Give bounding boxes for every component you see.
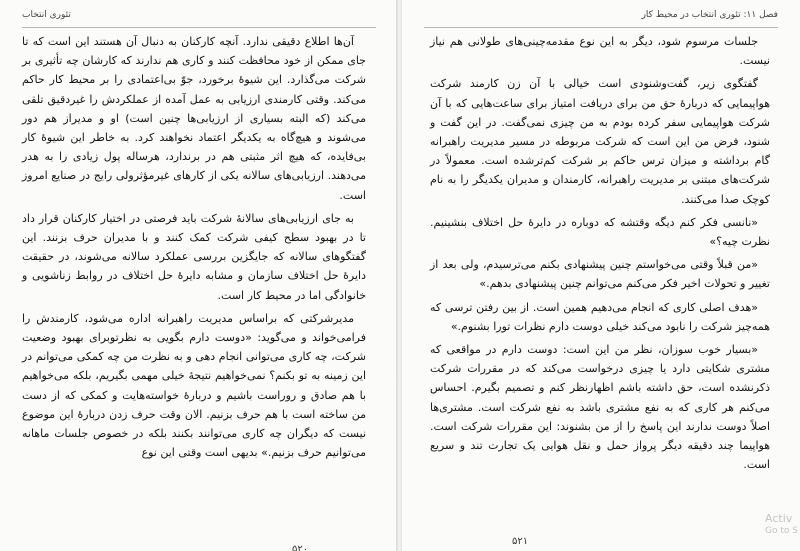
left-page-number: ۵۲۰: [292, 544, 309, 551]
left-paragraph-3: مدیرشرکتی که براساس مدیریت راهبرانه اداره می‌شود، کارمندش را فرامی‌خواند و می‌گوید: «دوست دارم بگویی به نظرتوبرای بهبود وضعیت شرکت، چه کاری می‌توانی انجام دهی و به نظرت من چه کمکی می‌توانم در این زمینه به تو بکنم؟ نمی‌خواهیم نتیجهٔ خیلی مهمی بگیریم، بلکه می‌خواهیم با هم صادق و روراست باشیم و دربارهٔ خواسته‌هایت و کمکی که از دست من ساخته است با هم حرف بزنیم. الان وقت حرف زدن دربارهٔ این موضوع نیست که دیگران چه کاری می‌توانند بکنند بلکه در خصوص جلسات ماهانه می‌توانیم حرف بزنیم.» بدیهی است وقتی این نوع: [22, 311, 366, 460]
right-body-text: [430, 32, 770, 478]
right-page: [402, 0, 800, 551]
activation-watermark: [765, 513, 798, 537]
left-running-head: تئوری انتخاب: [22, 10, 71, 20]
left-head-rule: [22, 27, 376, 28]
right-paragraph-1: جلسات مرسوم شود، دیگر به این نوع مقدمه‌چینی‌های طولانی هم نیاز نیست.: [430, 35, 770, 68]
left-paragraph-2: به جای ارزیابی‌های سالانهٔ شرکت باید فرصتی در اختیار کارکنان قرار داد تا در بهبود سطح کیفی شرکت کمک کنند و با مدیران حرف بزنند. این گفتگوهای سالانه که جایگزین بررسی عملکرد سالانه می‌شوند، در حقیقت دایرهٔ حل اختلاف سازمان و مشابه دایرهٔ حل اختلاف در روابط زناشویی و خانوادگی اما در محیط کار است.: [22, 211, 366, 302]
left-page: [0, 0, 398, 551]
right-paragraph-6: «بسیار خوب سوزان، نظر من این است: دوست دارم در مواقعی که مشتری شکایتی دارد یا چیزی درخواست می‌کند که در مقررات شرکت ذکرنشده است، حق داشته باشم اظهارنظر کنم و تصمیم بگیرم. احساس می‌کنم هر کاری که به نفع مشتری باشد به نفع شرکت است. مشتری‌ها اصلاً دوست ندارند این پاسخ را از من بشنوند: این مقررات شرکت است. هواپیما چند دقیقه دیگر پرواز حمل و نقل هوایی یک تجارت تند و سریع است.: [430, 343, 770, 472]
left-body-text: [22, 32, 366, 466]
right-paragraph-4: «من قبلاً وقتی می‌خواستم چنین پیشنهادی بکنم می‌ترسیدم، ولی بعد از تغییر و تحولات اخیر فکر می‌کنم می‌توانم چنین پیشنهادی بدهم.»: [430, 258, 770, 291]
watermark-line-2: Go to S: [765, 526, 798, 536]
right-running-head: فصل ۱۱: تئوری انتخاب در محیط کار: [641, 10, 778, 20]
right-page-number: ۵۲۱: [512, 536, 529, 547]
right-paragraph-3: «نانسی فکر کنم دیگه وقتشه که دوباره در دایرهٔ حل اختلاف بنشینیم. نظرت چیه؟»: [430, 215, 770, 249]
right-head-rule: [424, 27, 778, 28]
right-paragraph-5: «هدف اصلی کاری که انجام می‌دهیم همین است. از بین رفتن ترسی که همه‌چیز شرکت را نابود می‌کند خیلی دوست دارم نظرات تورا بشنوم.»: [430, 300, 770, 333]
watermark-line-1: Activ: [765, 512, 793, 525]
right-paragraph-2: گفتگوی زیر، گفت‌وشنودی است خیالی با آن زن کارمند شرکت هواپیمایی که دربارهٔ حق من برای دریافت امتیاز برای ساعت‌هایی که با آن شرکت هواپیمایی سفر کرده بودم به من چیزی نمی‌گفت. در این گفت و شنود، فرض من این است که شرکت مربوطه در مسیر مدیریت راهبرانه گام برداشته و میزان ترس حاکم بر شرکت کم‌ترشده است. معمولاً در شرکت‌های مبتنی بر مدیریت راهبرانه، کارمندان و مدیران یکدیگر را به نام کوچک صدا می‌کنند.: [430, 77, 770, 206]
left-paragraph-1: آن‌ها اطلاع دقیقی ندارد. آنچه کارکنان به دنبال آن هستند این است که تا جای ممکن از خود محافظت کنند و کاری هم ندارند که کارشان چه تأثیری بر شرکت می‌گذارد. این شیوهٔ برخورد، جوّ بی‌اعتمادی را بر محیط کار حاکم می‌کند. وقتی کارمندی ارزیابی به عمل آمده از عملکردش را غیردقیق تلقی می‌کند (که البته بسیاری از ارزیابی‌ها چنین است) او و مدیراز هم دور می‌شوند و هیچ‌گاه به یکدیگر اعتماد نخواهند کرد. به خاطر این شیوهٔ کار بی‌فایده، که هیچ اثر مثبتی هم در برندارد، هرساله پول زیادی را به هدر می‌دهند. ارزیابی‌های سالانه یکی از کارهای غیرمؤثرولی رایج در صنایع امروز است.: [22, 35, 366, 202]
